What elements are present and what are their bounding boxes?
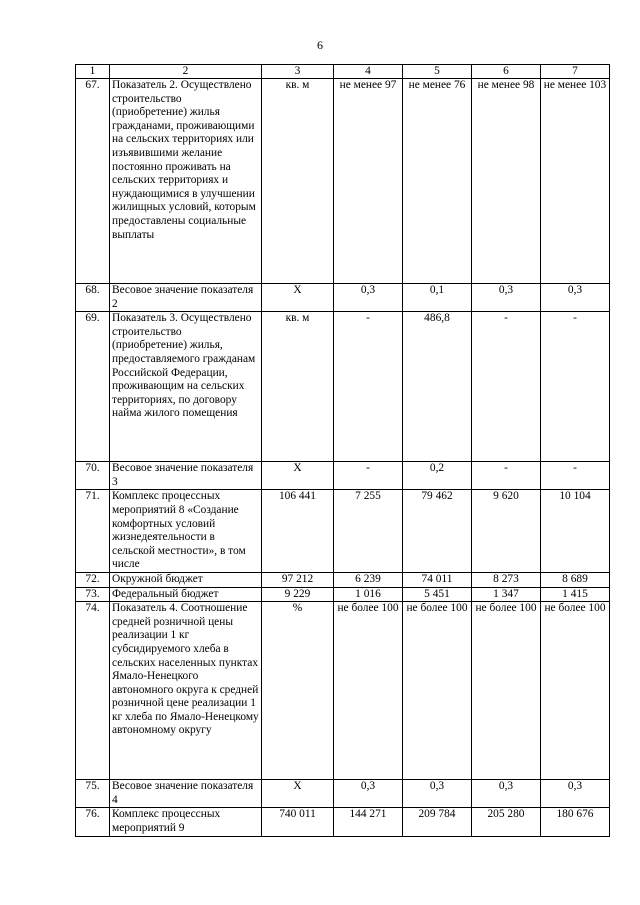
row-number: 73.: [76, 587, 110, 602]
row-value-col7: 180 676: [541, 808, 610, 836]
row-value-col4: 144 271: [334, 808, 403, 836]
row-value-col6: 9 620: [472, 490, 541, 573]
row-name: Комплекс процессных мероприятий 8 «Создание комфортных условий жизнедеятельности в сельской местности», в том числе: [110, 490, 262, 573]
row-value-col6: 205 280: [472, 808, 541, 836]
row-value-col5: 0,1: [403, 284, 472, 312]
row-value-col4: -: [334, 312, 403, 462]
header-row: [76, 65, 610, 79]
column-header: 5: [403, 65, 472, 79]
row-value-col4: -: [334, 462, 403, 490]
row-value-col7: 0,3: [541, 780, 610, 808]
table-row: [76, 602, 610, 780]
table-row: [76, 312, 610, 462]
row-value-col5: не более 100: [403, 602, 472, 780]
row-number: 72.: [76, 572, 110, 587]
row-name: Весовое значение показателя 2: [110, 284, 262, 312]
row-value-col6: не менее 98: [472, 79, 541, 284]
column-header: 7: [541, 65, 610, 79]
row-unit: 97 212: [262, 572, 334, 587]
row-value-col5: 74 011: [403, 572, 472, 587]
column-header: 1: [76, 65, 110, 79]
column-header: 3: [262, 65, 334, 79]
row-value-col5: 0,2: [403, 462, 472, 490]
row-value-col4: 0,3: [334, 780, 403, 808]
row-value-col5: не менее 76: [403, 79, 472, 284]
row-name: Показатель 2. Осуществлено строительство (приобретение) жилья гражданами, проживающими на сельских территориях или изъявившими желание постоянно проживать на сельских территориях и нуждающимися в улучшении жилищных условий, которым предоставлены социальные выплаты: [110, 79, 262, 284]
table-row: [76, 572, 610, 587]
table-row: [76, 780, 610, 808]
column-header: 6: [472, 65, 541, 79]
row-number: 67.: [76, 79, 110, 284]
table-row: [76, 284, 610, 312]
row-name: Показатель 3. Осуществлено строительство (приобретение) жилья, предоставляемого гражданам Российской Федерации, проживающим на сельских территориях, по договору найма жилого помещения: [110, 312, 262, 462]
row-value-col7: 0,3: [541, 284, 610, 312]
table-row: [76, 490, 610, 573]
row-value-col4: не менее 97: [334, 79, 403, 284]
table-row: [76, 462, 610, 490]
row-value-col5: 79 462: [403, 490, 472, 573]
row-value-col6: 0,3: [472, 284, 541, 312]
row-number: 69.: [76, 312, 110, 462]
row-name: Окружной бюджет: [110, 572, 262, 587]
row-value-col4: 0,3: [334, 284, 403, 312]
row-name: Весовое значение показателя 4: [110, 780, 262, 808]
row-unit: 106 441: [262, 490, 334, 573]
row-value-col7: 1 415: [541, 587, 610, 602]
row-unit: Х: [262, 462, 334, 490]
row-unit: 740 011: [262, 808, 334, 836]
column-header: 4: [334, 65, 403, 79]
row-value-col6: 8 273: [472, 572, 541, 587]
column-header: 2: [110, 65, 262, 79]
row-number: 75.: [76, 780, 110, 808]
row-unit: Х: [262, 780, 334, 808]
row-value-col7: не более 100: [541, 602, 610, 780]
row-unit: %: [262, 602, 334, 780]
row-unit: 9 229: [262, 587, 334, 602]
row-value-col7: 10 104: [541, 490, 610, 573]
row-value-col5: 5 451: [403, 587, 472, 602]
row-number: 71.: [76, 490, 110, 573]
row-name: Показатель 4. Соотношение средней розничной цены реализации 1 кг субсидируемого хлеба в сельских населенных пунктах Ямало-Ненецкого автономного округа к средней розничной цене реализации 1 кг хлеба по Ямало-Ненецкому автономному округу: [110, 602, 262, 780]
row-number: 76.: [76, 808, 110, 836]
row-value-col5: 0,3: [403, 780, 472, 808]
indicators-table: [75, 64, 610, 837]
row-value-col5: 209 784: [403, 808, 472, 836]
row-value-col7: 8 689: [541, 572, 610, 587]
row-value-col6: 1 347: [472, 587, 541, 602]
row-value-col5: 486,8: [403, 312, 472, 462]
row-value-col4: 7 255: [334, 490, 403, 573]
row-unit: кв. м: [262, 312, 334, 462]
row-name: Федеральный бюджет: [110, 587, 262, 602]
row-value-col6: 0,3: [472, 780, 541, 808]
table-row: [76, 808, 610, 836]
row-unit: кв. м: [262, 79, 334, 284]
row-unit: Х: [262, 284, 334, 312]
row-value-col7: не менее 103: [541, 79, 610, 284]
row-value-col6: -: [472, 312, 541, 462]
row-name: Комплекс процессных мероприятий 9: [110, 808, 262, 836]
page-number: 6: [317, 38, 323, 52]
row-value-col6: не более 100: [472, 602, 541, 780]
row-value-col6: -: [472, 462, 541, 490]
row-value-col4: не более 100: [334, 602, 403, 780]
row-number: 70.: [76, 462, 110, 490]
row-value-col7: -: [541, 462, 610, 490]
row-value-col4: 1 016: [334, 587, 403, 602]
table-row: [76, 79, 610, 284]
row-name: Весовое значение показателя 3: [110, 462, 262, 490]
row-number: 74.: [76, 602, 110, 780]
row-value-col4: 6 239: [334, 572, 403, 587]
row-number: 68.: [76, 284, 110, 312]
row-value-col7: -: [541, 312, 610, 462]
table-row: [76, 587, 610, 602]
